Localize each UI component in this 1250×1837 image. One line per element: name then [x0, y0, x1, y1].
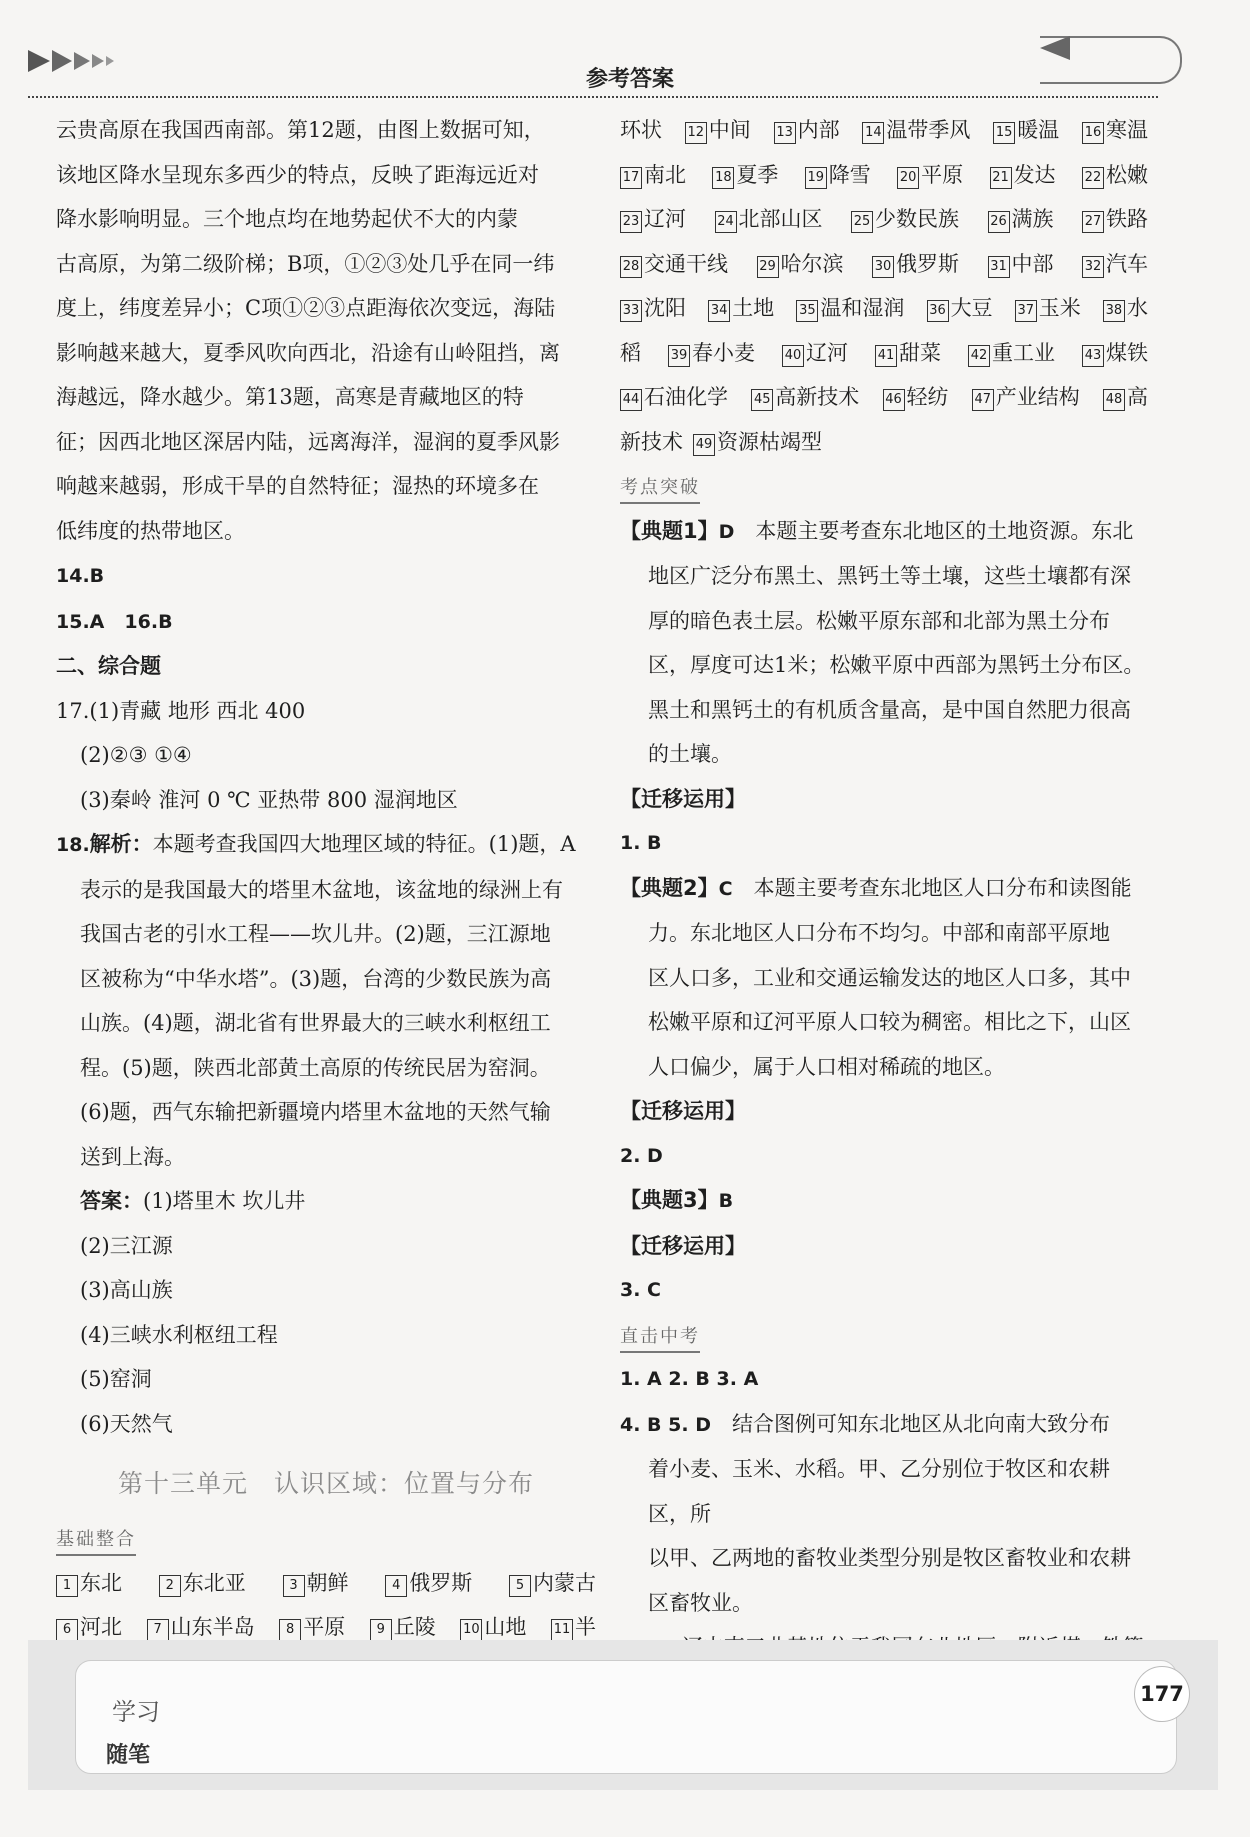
fill-item: 26 满族 [988, 197, 1054, 242]
answer-label: 答案： [80, 1189, 143, 1213]
fill-item: 5 内蒙古 [509, 1561, 596, 1606]
fill-item: 7 山东半岛 [147, 1605, 255, 1650]
fill-item: 20 平原 [897, 153, 963, 198]
item-number-box: 4 [385, 1575, 407, 1597]
fill-item: 29 哈尔滨 [757, 242, 844, 287]
fill-item: 42 重工业 [968, 331, 1055, 376]
tag-exam: 直击中考 [620, 1323, 700, 1353]
answer-line: 答案：(1)塔里木 坎儿井 [80, 1189, 306, 1213]
page-number: 177 [1134, 1666, 1190, 1722]
fill-item: 环状 [620, 118, 662, 142]
answer-line: (2)②③ ①④ [80, 743, 192, 767]
item-number-box: 33 [620, 300, 642, 322]
fill-item: 46 轻纺 [883, 375, 949, 420]
fill-item: 43 煤铁 [1082, 331, 1148, 376]
example-1-line: 区，厚度可达1米；松嫩平原中西部为黑钙土分布区。 [648, 653, 1145, 677]
analysis-line: 区被称为“中华水塔”。(3)题，台湾的少数民族为高 [80, 966, 552, 991]
item-number-box: 16 [1082, 122, 1104, 144]
example-1-line: 地区广泛分布黑土、黑钙土等土壤，这些土壤都有深 [648, 564, 1131, 588]
answer-line: (4)三峡水利枢纽工程 [80, 1322, 278, 1347]
fill-item: 39 春小麦 [668, 331, 755, 376]
item-number-box: 10 [460, 1619, 482, 1641]
item-number-box: 9 [370, 1619, 392, 1641]
example-1-line: 厚的暗色表土层。松嫩平原东部和北部为黑土分布 [648, 608, 1110, 633]
text-line: 云贵高原在我国西南部。第12题，由图上数据可知， [56, 118, 545, 142]
fill-item: 31 中部 [988, 242, 1054, 287]
analysis-line: (6)题，西气东输把新疆境内塔里木盆地的天然气输 [80, 1100, 551, 1124]
item-number-box: 43 [1082, 345, 1104, 367]
header-divider [28, 96, 1158, 98]
fill-item: 17 南北 [620, 153, 686, 198]
page-header-title: 参考答案 [585, 67, 674, 92]
transfer-heading-2: 【迁移运用】 [620, 1099, 746, 1123]
text-line: 响越来越弱，形成干旱的自然特征；湿热的环境多在 [56, 474, 539, 498]
item-number-box: 11 [551, 1619, 573, 1641]
exam-line: 以甲、乙两地的畜牧业类型分别是牧区畜牧业和农耕 [648, 1546, 1131, 1570]
example-2-line: 力。东北地区人口分布不均匀。中部和南部平原地 [648, 921, 1110, 945]
q18-analysis-label: 解析： [89, 832, 153, 856]
fill-row [620, 331, 1148, 376]
unit-title: 第十三单元 认识区域：位置与分布 [117, 1469, 534, 1498]
fill-item: 15 暖温 [993, 108, 1059, 153]
item-number-box: 1 [56, 1575, 78, 1597]
answer-18-answers [56, 1179, 596, 1446]
text-line: 度上，纬度差异小；C项①②③点距海依次变远，海陆 [56, 296, 556, 320]
section-heading: 二、综合题 [56, 654, 161, 678]
fill-row [620, 286, 1148, 331]
fill-item: 48 高 [1103, 375, 1148, 420]
item-number-box: 38 [1103, 300, 1125, 322]
fill-item: 10 山地 [460, 1605, 526, 1650]
item-number-box: 12 [685, 122, 707, 144]
example-2-line: 人口偏少，属于人口相对稀疏的地区。 [648, 1054, 1005, 1079]
left-fill-grid [56, 1561, 596, 1650]
header-left-arrow-icon [1040, 36, 1070, 60]
fill-item: 45 高新技术 [751, 375, 859, 420]
item-number-box: 3 [283, 1575, 305, 1597]
item-number-box: 17 [620, 167, 642, 189]
fill-item: 16 寒温 [1082, 108, 1148, 153]
item-number-box: 2 [159, 1575, 181, 1597]
fill-item: 22 松嫩 [1082, 153, 1148, 198]
fill-item: 19 降雪 [805, 153, 871, 198]
answer-line: (3)高山族 [80, 1278, 173, 1302]
fill-item: 28 交通干线 [620, 242, 728, 287]
example-2-line-label: 【典题2】 [620, 875, 719, 900]
item-number-box: 23 [620, 211, 642, 233]
exam-line: 4. B 5. D 结合图例可知东北地区从北向南大致分布 [620, 1411, 1110, 1436]
fill-row [620, 197, 1148, 242]
fill-item: 34 土地 [708, 286, 774, 331]
notes-label-notes: 随笔 [106, 1742, 151, 1768]
analysis-line: 送到上海。 [80, 1144, 185, 1169]
answer-18 [56, 822, 596, 1179]
example-1-line: 【典题1】D 本题主要考查东北地区的土地资源。东北 [620, 518, 1134, 543]
fill-item: 8 平原 [279, 1605, 345, 1650]
example-2-line: 松嫩平原和辽河平原人口较为稠密。相比之下，山区 [648, 1010, 1131, 1034]
fill-row [56, 1561, 596, 1606]
fill-item: 33 沈阳 [620, 286, 686, 331]
item-number-box: 13 [774, 122, 796, 144]
header-arrows-decoration [28, 50, 114, 72]
text-line: 降水影响明显。三个地点均在地势起伏不大的内蒙 [56, 207, 518, 231]
item-number-box: 35 [796, 300, 818, 322]
text-line: 影响越来越大，夏季风吹向西北，沿途有山岭阻挡，离 [56, 340, 560, 365]
item-number-box: 5 [509, 1575, 531, 1597]
example-1-line-answer: D [718, 520, 735, 543]
transfer-answer-2: 2. D [620, 1144, 663, 1167]
fill-item: 40 辽河 [782, 331, 848, 376]
item-number-box: 39 [668, 345, 690, 367]
fill-item: 38 水 [1103, 286, 1148, 331]
fill-item: 2 东北亚 [159, 1561, 246, 1606]
fill-item: 44 石油化学 [620, 375, 728, 420]
tag-key-points: 考点突破 [620, 474, 700, 504]
exam-4-5-answers: 4. B 5. D [620, 1413, 711, 1436]
fill-row [620, 420, 1148, 465]
fill-item: 36 大豆 [927, 286, 993, 331]
notes-box [75, 1660, 1177, 1774]
item-number-box: 25 [851, 211, 873, 233]
item-number-box: 49 [693, 434, 715, 456]
item-number-box: 32 [1082, 256, 1104, 278]
fill-item: 32 汽车 [1082, 242, 1148, 287]
fill-item: 18 夏季 [712, 153, 778, 198]
exam-line: 区畜牧业。 [648, 1590, 753, 1615]
item-number-box: 14 [862, 122, 884, 144]
item-number-box: 30 [872, 256, 894, 278]
item-number-box: 15 [993, 122, 1015, 144]
item-number-box: 42 [968, 345, 990, 367]
analysis-line: 程。(5)题，陕西北部黄土高原的传统民居为窑洞。 [80, 1055, 551, 1080]
answer-14: 14.B [56, 565, 105, 587]
fill-item: 9 丘陵 [370, 1605, 436, 1650]
fill-item: 6 河北 [56, 1605, 122, 1650]
fill-row [620, 242, 1148, 287]
analysis-line: 我国古老的引水工程——坎儿井。(2)题，三江源地 [80, 922, 551, 946]
fill-item: 24 北部山区 [715, 197, 823, 242]
exam-answers-4-5 [620, 1402, 1148, 1626]
transfer-heading-3: 【迁移运用】 [620, 1233, 746, 1258]
item-number-box: 19 [805, 167, 827, 189]
analysis-line: 18.解析：本题考查我国四大地理区域的特征。(1)题，A [56, 832, 576, 856]
notes-label-study: 学习 [112, 1698, 160, 1726]
answer-line: (3)秦岭 淮河 0 ℃ 亚热带 800 湿润地区 [80, 787, 458, 812]
fill-item: 21 发达 [990, 153, 1056, 198]
text-line: 征；因西北地区深居内陆，远离海洋，湿润的夏季风影 [56, 429, 560, 454]
item-number-box: 24 [715, 211, 737, 233]
answer-line: 17.(1)青藏 地形 西北 400 [56, 698, 306, 723]
example-2-line: 【典题2】C 本题主要考查东北地区人口分布和读图能 [620, 875, 1132, 900]
item-number-box: 27 [1082, 211, 1104, 233]
item-number-box: 36 [927, 300, 949, 322]
item-number-box: 7 [147, 1619, 169, 1641]
text-line: 海越远，降水越少。第13题，高寒是青藏地区的特 [56, 385, 524, 409]
fill-row [620, 153, 1148, 198]
right-column [620, 108, 1148, 1671]
fill-item: 49 资源枯竭型 [693, 420, 822, 465]
fill-item: 25 少数民族 [851, 197, 959, 242]
example-1 [620, 509, 1148, 777]
fill-item: 11 半 [551, 1605, 596, 1650]
item-number-box: 40 [782, 345, 804, 367]
exam-answers-1-3: 1. A 2. B 3. A [620, 1368, 759, 1390]
item-number-box: 34 [708, 300, 730, 322]
item-number-box: 47 [972, 389, 994, 411]
fill-row [620, 375, 1148, 420]
example-2 [620, 866, 1148, 1090]
answer-17 [56, 689, 596, 823]
fill-item: 14 温带季风 [862, 108, 970, 153]
answer-line: (2)三江源 [80, 1233, 173, 1258]
item-number-box: 20 [897, 167, 919, 189]
fill-item: 12 中间 [685, 108, 751, 153]
fill-item: 1 东北 [56, 1561, 122, 1606]
fill-row [620, 108, 1148, 153]
item-number-box: 21 [990, 167, 1012, 189]
fill-item: 23 辽河 [620, 197, 686, 242]
text-line: 低纬度的热带地区。 [56, 518, 245, 543]
item-number-box: 46 [883, 389, 905, 411]
item-number-box: 41 [875, 345, 897, 367]
explanation-paragraph [56, 108, 596, 553]
transfer-answer-3: 3. C [620, 1279, 661, 1301]
fill-item: 4 俄罗斯 [385, 1561, 472, 1606]
answer-line: (6)天然气 [80, 1411, 173, 1436]
text-line: 古高原，为第二级阶梯；B项，①②③处几乎在同一纬 [56, 251, 555, 276]
item-number-box: 22 [1082, 167, 1104, 189]
q18-number: 18. [56, 834, 90, 856]
answer-line: (5)窑洞 [80, 1367, 152, 1391]
item-number-box: 44 [620, 389, 642, 411]
item-number-box: 28 [620, 256, 642, 278]
example-1-line: 黑土和黑钙土的有机质含量高，是中国自然肥力很高 [648, 697, 1131, 722]
fill-item: 30 俄罗斯 [872, 242, 959, 287]
left-column [56, 108, 596, 1650]
tag-basic-integration: 基础整合 [56, 1526, 136, 1556]
fill-item: 13 内部 [774, 108, 840, 153]
transfer-heading-1: 【迁移运用】 [620, 786, 746, 811]
fill-item: 27 铁路 [1082, 197, 1148, 242]
text-line: 该地区降水呈现东多西少的特点，反映了距海远近对 [56, 162, 539, 187]
fill-item: 稻 [620, 340, 641, 365]
item-number-box: 31 [988, 256, 1010, 278]
item-number-box: 48 [1103, 389, 1125, 411]
example-1-line: 的土壤。 [648, 742, 732, 766]
transfer-answer-1: 1. B [620, 832, 662, 854]
answer-15-16: 15.A 16.B [56, 610, 173, 633]
fill-item: 新技术 [620, 429, 683, 454]
item-number-box: 6 [56, 1619, 78, 1641]
right-fill-grid [620, 108, 1148, 464]
analysis-line: 表示的是我国最大的塔里木盆地，该盆地的绿洲上有 [80, 877, 563, 902]
fill-item: 37 玉米 [1015, 286, 1081, 331]
item-number-box: 37 [1015, 300, 1037, 322]
item-number-box: 45 [751, 389, 773, 411]
item-number-box: 29 [757, 256, 779, 278]
example-2-line-answer: C [718, 877, 733, 900]
fill-item: 35 温和湿润 [796, 286, 904, 331]
item-number-box: 18 [712, 167, 734, 189]
fill-item: 41 甜菜 [875, 331, 941, 376]
item-number-box: 26 [988, 211, 1010, 233]
example-2-line: 区人口多，工业和交通运输发达的地区人口多，其中 [648, 965, 1131, 990]
example-3: 【典题3】B [620, 1188, 734, 1212]
analysis-line: 山族。(4)题，湖北省有世界最大的三峡水利枢纽工 [80, 1011, 551, 1035]
fill-item: 47 产业结构 [972, 375, 1080, 420]
example-1-line-label: 【典题1】 [620, 518, 719, 543]
exam-line: 着小麦、玉米、水稻。甲、乙分别位于牧区和农耕区，所 [648, 1457, 1110, 1526]
item-number-box: 8 [279, 1619, 301, 1641]
fill-item: 3 朝鲜 [283, 1561, 349, 1606]
